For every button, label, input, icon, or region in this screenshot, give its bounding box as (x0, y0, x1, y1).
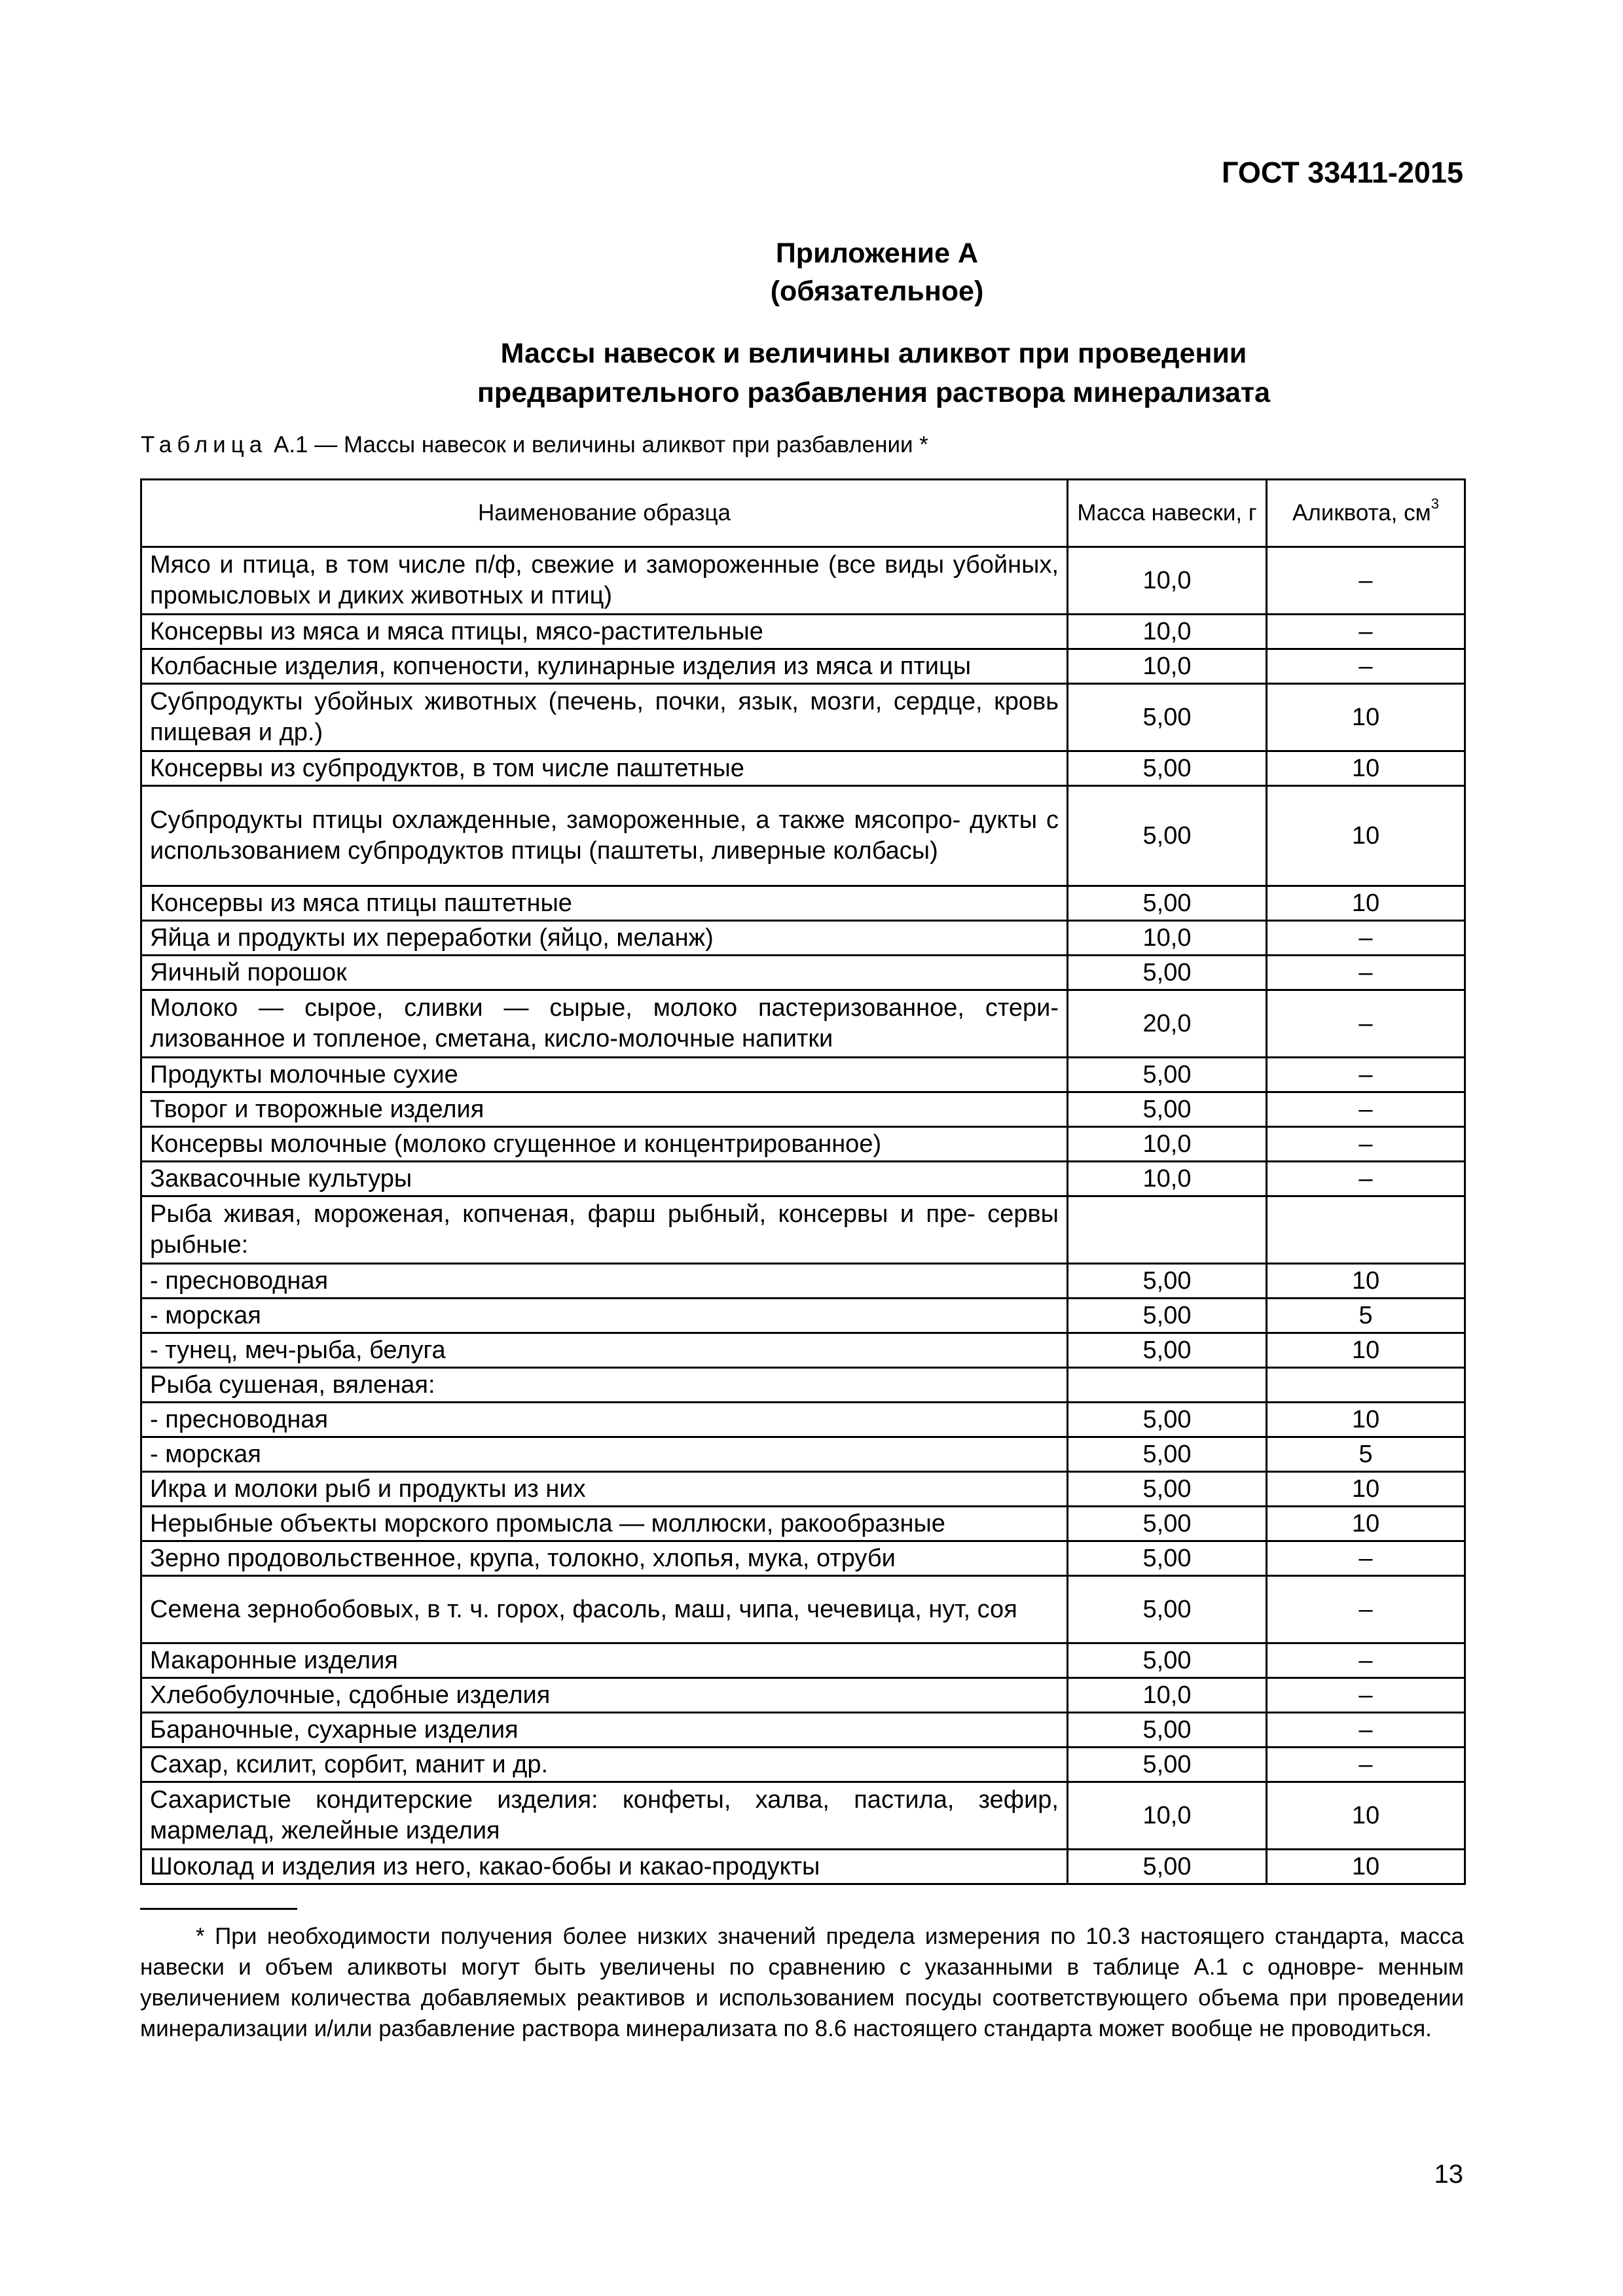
footnote-rule (140, 1908, 297, 1910)
mass-cell (1068, 1196, 1267, 1264)
table-row (141, 1127, 1465, 1162)
table-row (141, 990, 1465, 1058)
table-caption-label: Таблица (141, 432, 268, 457)
sample-name-cell: Молоко — сырое, сливки — сырые, молоко пастеризованное, стери- лизованное и топленое, сметана, кисло-молочные напитки (141, 990, 1068, 1058)
annex-status: (обязательное) (770, 276, 984, 307)
aliquot-cell: – (1267, 1541, 1465, 1576)
sample-name-cell: Субпродукты птицы охлажденные, замороженные, а также мясопро- дукты с использованием субпродуктов птицы (паштеты, ливерные колбасы) (141, 786, 1068, 886)
sample-name-cell: Мясо и птица, в том числе п/ф, свежие и замороженные (все виды убойных, промысловых и диких животных и птиц) (141, 547, 1068, 615)
table-row (141, 1576, 1465, 1643)
table-row (141, 1368, 1465, 1403)
aliquot-cell: – (1267, 921, 1465, 956)
table-row (141, 1437, 1465, 1472)
table-caption-text: — Массы навесок и величины аликвот при разбавлении * (308, 432, 928, 457)
sample-name-cell: Яйца и продукты их переработки (яйцо, меланж) (141, 921, 1068, 956)
aliquot-cell: – (1267, 1058, 1465, 1092)
sample-name-cell: Колбасные изделия, копчености, кулинарные изделия из мяса и птицы (141, 649, 1068, 684)
footnote: * При необходимости получения более низких значений предела измерения по 10.3 настоящего стандарта, масса навески и объем аликвоты могут быть увеличены по сравнению с указанными в таблице А.1 с одновре- менным увеличением количества добавляемых реактивов и использованием посуды соответствующего объема при проведении минерализации и/или разбавление раствора минерализата по 8.6 настоящего стандарта может вообще не проводиться. (140, 1924, 1464, 2041)
sample-name-cell: Продукты молочные сухие (141, 1058, 1068, 1092)
aliquot-cell: 10 (1267, 1472, 1465, 1507)
header-sample-name: Наименование образца (141, 480, 1068, 547)
mass-cell (1068, 1368, 1267, 1403)
aliquot-cell: – (1267, 1162, 1465, 1196)
mass-cell: 10,0 (1068, 649, 1267, 684)
sample-name-cell: Бараночные, сухарные изделия (141, 1713, 1068, 1748)
sample-name-cell: Макаронные изделия (141, 1643, 1068, 1678)
header-aliquot-sup: 3 (1431, 495, 1439, 512)
sample-name-cell: Нерыбные объекты морского промысла — моллюски, ракообразные (141, 1507, 1068, 1541)
header-mass: Масса навески, г (1068, 480, 1267, 547)
aliquot-cell: – (1267, 1092, 1465, 1127)
table-row (141, 1541, 1465, 1576)
aliquot-cell: – (1267, 1678, 1465, 1713)
mass-cell: 5,00 (1068, 1092, 1267, 1127)
sample-name-cell: - пресноводная (141, 1403, 1068, 1437)
mass-cell: 5,00 (1068, 1541, 1267, 1576)
table-row (141, 1507, 1465, 1541)
aliquot-cell: 10 (1267, 1264, 1465, 1299)
table-header-row (141, 480, 1465, 547)
table-row (141, 1264, 1465, 1299)
mass-cell: 5,00 (1068, 1713, 1267, 1748)
mass-cell: 5,00 (1068, 1403, 1267, 1437)
sample-name-cell: Консервы молочные (молоко сгущенное и концентрированное) (141, 1127, 1068, 1162)
sample-name-cell: Творог и творожные изделия (141, 1092, 1068, 1127)
aliquot-cell: 10 (1267, 1333, 1465, 1368)
annex-title: Приложение А (775, 238, 979, 269)
mass-cell: 5,00 (1068, 1472, 1267, 1507)
sample-name-cell: Хлебобулочные, сдобные изделия (141, 1678, 1068, 1713)
sample-name-cell: Икра и молоки рыб и продукты из них (141, 1472, 1068, 1507)
table-row (141, 786, 1465, 886)
table-row (141, 956, 1465, 990)
aliquot-cell: 10 (1267, 684, 1465, 751)
mass-cell: 5,00 (1068, 684, 1267, 751)
sample-name-cell: Рыба сушеная, вяленая: (141, 1368, 1068, 1403)
samples-table (140, 478, 1466, 1885)
table-row (141, 1162, 1465, 1196)
table-row (141, 1299, 1465, 1333)
section-heading (0, 334, 1623, 412)
aliquot-cell: – (1267, 990, 1465, 1058)
table-caption (141, 432, 928, 458)
mass-cell: 5,00 (1068, 1850, 1267, 1884)
table-row (141, 1196, 1465, 1264)
mass-cell: 20,0 (1068, 990, 1267, 1058)
mass-cell: 10,0 (1068, 1162, 1267, 1196)
sample-name-cell: Заквасочные культуры (141, 1162, 1068, 1196)
header-aliquot-label: Аликвота, см (1292, 500, 1431, 526)
mass-cell: 5,00 (1068, 1748, 1267, 1782)
table-row (141, 1092, 1465, 1127)
sample-name-cell: Яичный порошок (141, 956, 1068, 990)
sample-name-cell: Рыба живая, мороженая, копченая, фарш рыбный, консервы и пре- сервы рыбные: (141, 1196, 1068, 1264)
table-row (141, 1678, 1465, 1713)
aliquot-cell: – (1267, 547, 1465, 615)
aliquot-cell: 10 (1267, 1403, 1465, 1437)
sample-name-cell: Сахар, ксилит, сорбит, манит и др. (141, 1748, 1068, 1782)
annex-title-block (0, 234, 1623, 310)
aliquot-cell: 5 (1267, 1437, 1465, 1472)
aliquot-cell: – (1267, 1127, 1465, 1162)
aliquot-cell: – (1267, 649, 1465, 684)
table-row (141, 886, 1465, 921)
table-row (141, 1333, 1465, 1368)
aliquot-cell: 10 (1267, 751, 1465, 786)
sample-name-cell: - тунец, меч-рыба, белуга (141, 1333, 1068, 1368)
mass-cell: 10,0 (1068, 1127, 1267, 1162)
mass-cell: 5,00 (1068, 1058, 1267, 1092)
aliquot-cell: 10 (1267, 1782, 1465, 1850)
sample-name-cell: - морская (141, 1299, 1068, 1333)
mass-cell: 5,00 (1068, 1299, 1267, 1333)
mass-cell: 5,00 (1068, 886, 1267, 921)
table-row (141, 684, 1465, 751)
aliquot-cell: – (1267, 1643, 1465, 1678)
aliquot-cell: – (1267, 1748, 1465, 1782)
mass-cell: 5,00 (1068, 1576, 1267, 1643)
sample-name-cell: Консервы из мяса и мяса птицы, мясо-растительные (141, 615, 1068, 649)
mass-cell: 5,00 (1068, 956, 1267, 990)
sample-name-cell: Шоколад и изделия из него, какао-бобы и какао-продукты (141, 1850, 1068, 1884)
table-row (141, 1643, 1465, 1678)
aliquot-cell (1267, 1368, 1465, 1403)
table-row (141, 547, 1465, 615)
standard-code: ГОСТ 33411-2015 (1221, 156, 1463, 189)
aliquot-cell: – (1267, 1576, 1465, 1643)
mass-cell: 5,00 (1068, 1507, 1267, 1541)
sample-name-cell: Субпродукты убойных животных (печень, почки, язык, мозги, сердце, кровь пищевая и др.) (141, 684, 1068, 751)
table-body (141, 547, 1465, 1884)
aliquot-cell: 10 (1267, 1507, 1465, 1541)
aliquot-cell: – (1267, 615, 1465, 649)
table-row (141, 1403, 1465, 1437)
sample-name-cell: - морская (141, 1437, 1068, 1472)
aliquot-cell: – (1267, 1713, 1465, 1748)
sample-name-cell: Сахаристые кондитерские изделия: конфеты, халва, пастила, зефир, мармелад, желейные изделия (141, 1782, 1068, 1850)
aliquot-cell: 10 (1267, 1850, 1465, 1884)
mass-cell: 5,00 (1068, 786, 1267, 886)
mass-cell: 5,00 (1068, 1437, 1267, 1472)
mass-cell: 10,0 (1068, 1678, 1267, 1713)
sample-name-cell: Консервы из субпродуктов, в том числе паштетные (141, 751, 1068, 786)
table-caption-number: А.1 (273, 432, 308, 457)
mass-cell: 5,00 (1068, 1264, 1267, 1299)
table-row (141, 751, 1465, 786)
table-row (141, 615, 1465, 649)
aliquot-cell: 5 (1267, 1299, 1465, 1333)
table-row (141, 1713, 1465, 1748)
heading-line-1: Массы навесок и величины аликвот при проведении (500, 338, 1247, 369)
mass-cell: 5,00 (1068, 1643, 1267, 1678)
mass-cell: 5,00 (1068, 751, 1267, 786)
sample-name-cell: Зерно продовольственное, крупа, толокно, хлопья, мука, отруби (141, 1541, 1068, 1576)
aliquot-cell: 10 (1267, 786, 1465, 886)
aliquot-cell: – (1267, 956, 1465, 990)
table-row (141, 1472, 1465, 1507)
mass-cell: 10,0 (1068, 921, 1267, 956)
mass-cell: 5,00 (1068, 1333, 1267, 1368)
mass-cell: 10,0 (1068, 547, 1267, 615)
table-row (141, 1782, 1465, 1850)
table-row (141, 1850, 1465, 1884)
mass-cell: 10,0 (1068, 1782, 1267, 1850)
table-row (141, 1748, 1465, 1782)
mass-cell: 10,0 (1068, 615, 1267, 649)
table-row (141, 649, 1465, 684)
heading-line-2: предварительного разбавления раствора минерализата (477, 377, 1271, 408)
aliquot-cell (1267, 1196, 1465, 1264)
aliquot-cell: 10 (1267, 886, 1465, 921)
header-aliquot (1267, 480, 1465, 547)
sample-name-cell: Консервы из мяса птицы паштетные (141, 886, 1068, 921)
table-row (141, 1058, 1465, 1092)
sample-name-cell: - пресноводная (141, 1264, 1068, 1299)
sample-name-cell: Семена зернобобовых, в т. ч. горох, фасоль, маш, чипа, чечевица, нут, соя (141, 1576, 1068, 1643)
table-row (141, 921, 1465, 956)
page-number: 13 (1434, 2160, 1463, 2189)
